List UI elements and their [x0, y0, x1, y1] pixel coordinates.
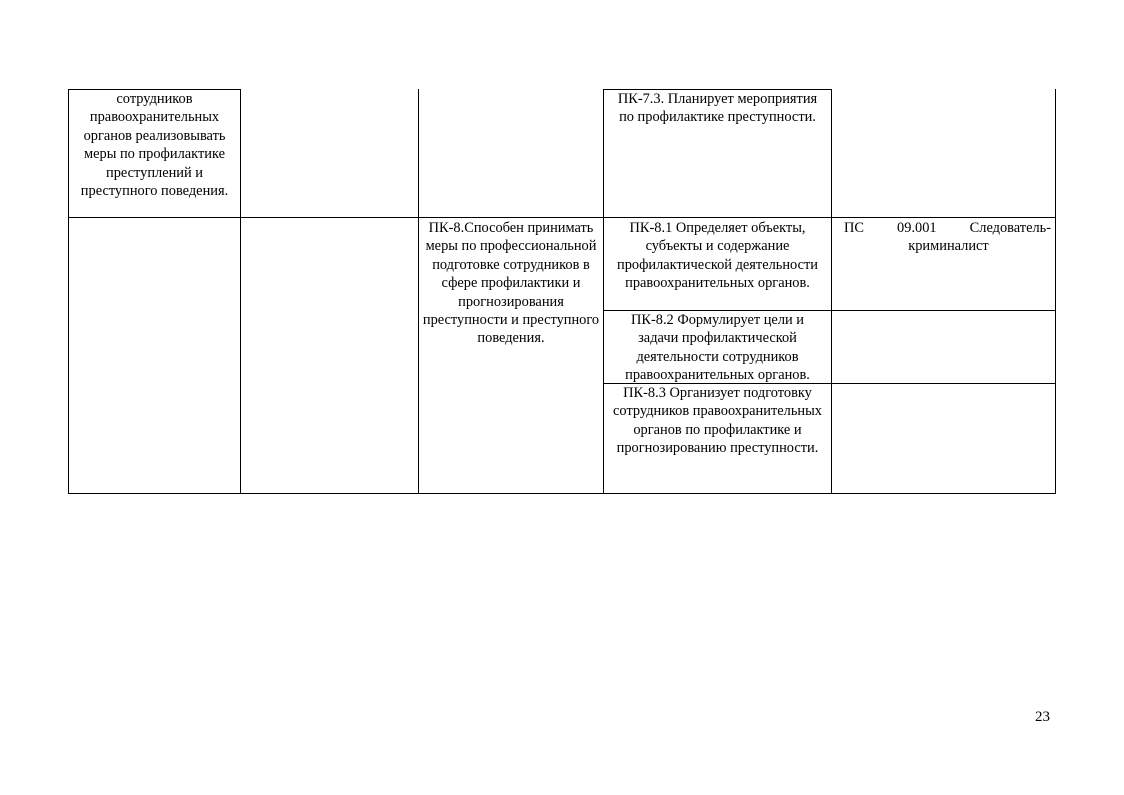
indicator-pk-8-3: ПК-8.3 Организует подготовку сотрудников правоохранительных органов по профилактике и прогнозированию преступности.	[613, 385, 822, 457]
row1-indicator-pk-7-3: ПК-7.3. Планирует мероприятия по профилактике преступности.	[617, 91, 818, 126]
indicator-pk-8-2: ПК-8.2 Формулирует цели и задачи профилактической деятельности сотрудников правоохранительных органов.	[625, 312, 810, 384]
professional-standard-cell	[832, 219, 1055, 256]
indicator-pk-8-1: ПК-8.1 Определяет объекты, субъекты и содержание профилактической деятельности правоохранительных органов.	[617, 220, 818, 292]
table-vline-right	[1055, 89, 1056, 494]
professional-standard-line1	[832, 219, 1055, 237]
page-number: 23	[1035, 709, 1050, 725]
competency-pk-8-text: ПК-8.Способен принимать меры по профессиональной подготовке сотрудников в сфере профилактики и прогнозирования преступности и преступного поведения.	[422, 220, 600, 347]
ps-name-line2: криминалист	[908, 238, 989, 255]
table-row1-bottom-border	[68, 217, 1056, 218]
ps-name-line1: Следователь-	[969, 220, 1051, 236]
table-vline-2	[240, 89, 241, 494]
ps-code: 09.001	[897, 220, 937, 236]
table-bottom-border	[68, 493, 1056, 494]
row1-col1-text: сотрудников правоохранительных органов реализовывать меры по профилактике преступлений и преступного поведения.	[80, 91, 229, 200]
table-vline-5	[831, 89, 832, 494]
ps-label: ПС	[844, 220, 864, 236]
